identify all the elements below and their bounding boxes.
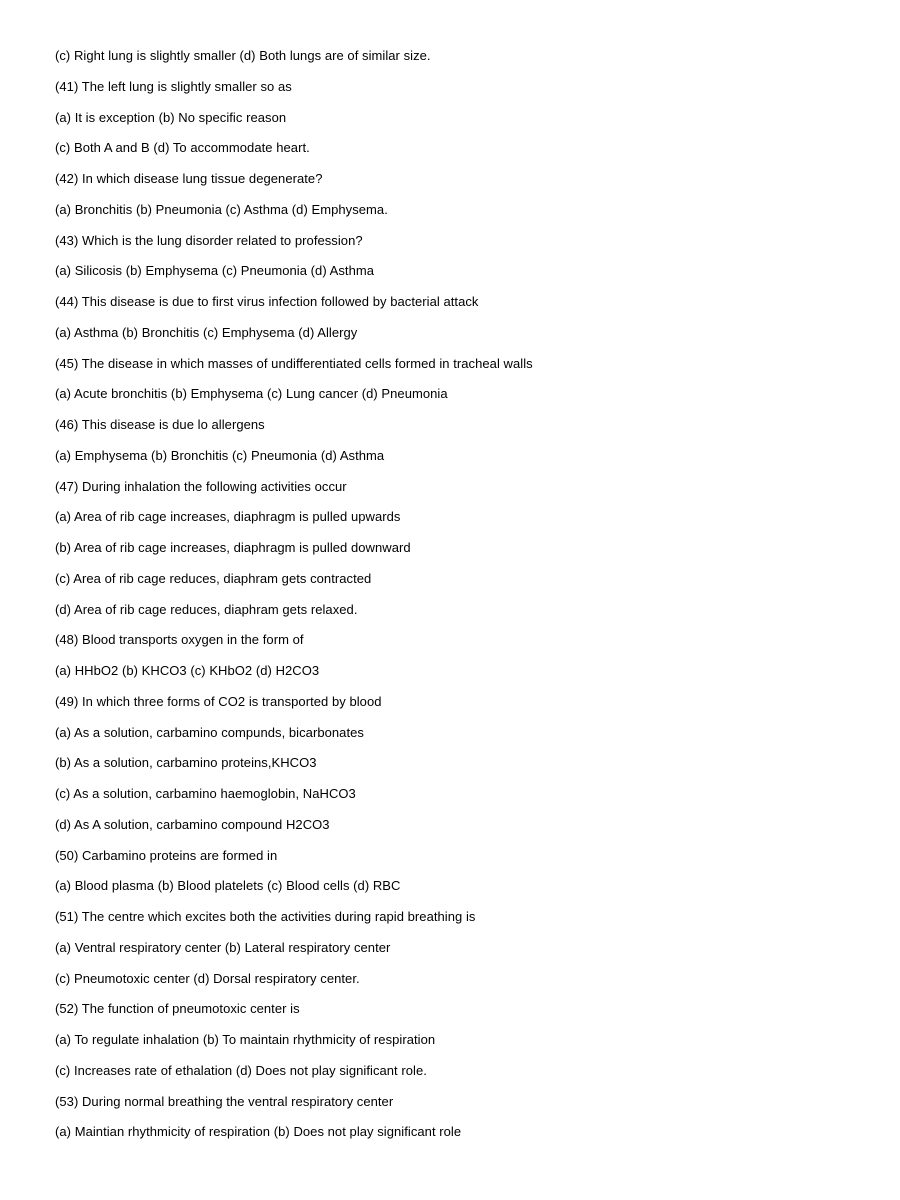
options-line: (d) Area of rib cage reduces, diaphram gets relaxed. (55, 601, 358, 617)
options-line: (c) Pneumotoxic center (d) Dorsal respiratory center. (55, 970, 360, 986)
options-line: (b) As a solution, carbamino proteins,KHCO3 (55, 755, 317, 771)
options-line: (a) Asthma (b) Bronchitis (c) Emphysema (d) Allergy (55, 324, 358, 340)
options-line: (c) Area of rib cage reduces, diaphram gets contracted (55, 570, 372, 586)
question-list (55, 46, 533, 1153)
options-line: (a) As a solution, carbamino compunds, bicarbonates (55, 724, 364, 740)
options-line: (a) HHbO2 (b) KHCO3 (c) KHbO2 (d) H2CO3 (55, 663, 320, 678)
options-line: (a) Silicosis (b) Emphysema (c) Pneumonia (d) Asthma (55, 263, 375, 279)
question-line: (50) Carbamino proteins are formed in (55, 847, 278, 863)
question-line: (43) Which is the lung disorder related to profession? (55, 232, 363, 248)
question-line: (49) In which three forms of CO2 is transported by blood (55, 693, 382, 709)
question-line: (41) The left lung is slightly smaller so as (55, 78, 292, 94)
options-line: (a) It is exception (b) No specific reason (55, 109, 287, 125)
options-line: (a) Blood plasma (b) Blood platelets (c) Blood cells (d) RBC (55, 878, 401, 894)
question-line: (51) The centre which excites both the activities during rapid breathing is (55, 909, 476, 924)
question-line: (53) During normal breathing the ventral respiratory center (55, 1093, 394, 1109)
question-line: (47) During inhalation the following activities occur (55, 478, 347, 494)
options-line: (a) To regulate inhalation (b) To maintain rhythmicity of respiration (55, 1032, 436, 1047)
question-line: (44) This disease is due to first virus infection followed by bacterial attack (55, 294, 479, 309)
question-line: (52) The function of pneumotoxic center is (55, 1001, 300, 1017)
options-line: (a) Area of rib cage increases, diaphragm is pulled upwards (55, 509, 401, 525)
options-line: (b) Area of rib cage increases, diaphragm is pulled downward (55, 540, 411, 555)
options-line: (c) Both A and B (d) To accommodate heart. (55, 140, 310, 156)
options-line: (a) Bronchitis (b) Pneumonia (c) Asthma (d) Emphysema. (55, 201, 388, 217)
question-line: (45) The disease in which masses of undifferentiated cells formed in tracheal walls (55, 355, 533, 371)
options-line: (a) Ventral respiratory center (b) Lateral respiratory center (55, 939, 391, 955)
text-line: (c) Right lung is slightly smaller (d) Both lungs are of similar size. (55, 48, 431, 63)
options-line: (a) Maintian rhythmicity of respiration (b) Does not play significant role (55, 1124, 462, 1140)
question-line: (42) In which disease lung tissue degenerate? (55, 171, 323, 186)
question-line: (46) This disease is due lo allergens (55, 417, 265, 432)
options-line: (c) Increases rate of ethalation (d) Does not play significant role. (55, 1062, 427, 1078)
options-line: (a) Emphysema (b) Bronchitis (c) Pneumonia (d) Asthma (55, 447, 385, 463)
options-line: (d) As A solution, carbamino compound H2CO3 (55, 816, 330, 832)
options-line: (c) As a solution, carbamino haemoglobin, NaHCO3 (55, 786, 356, 801)
options-line: (a) Acute bronchitis (b) Emphysema (c) Lung cancer (d) Pneumonia (55, 386, 448, 402)
question-line: (48) Blood transports oxygen in the form of (55, 632, 304, 648)
